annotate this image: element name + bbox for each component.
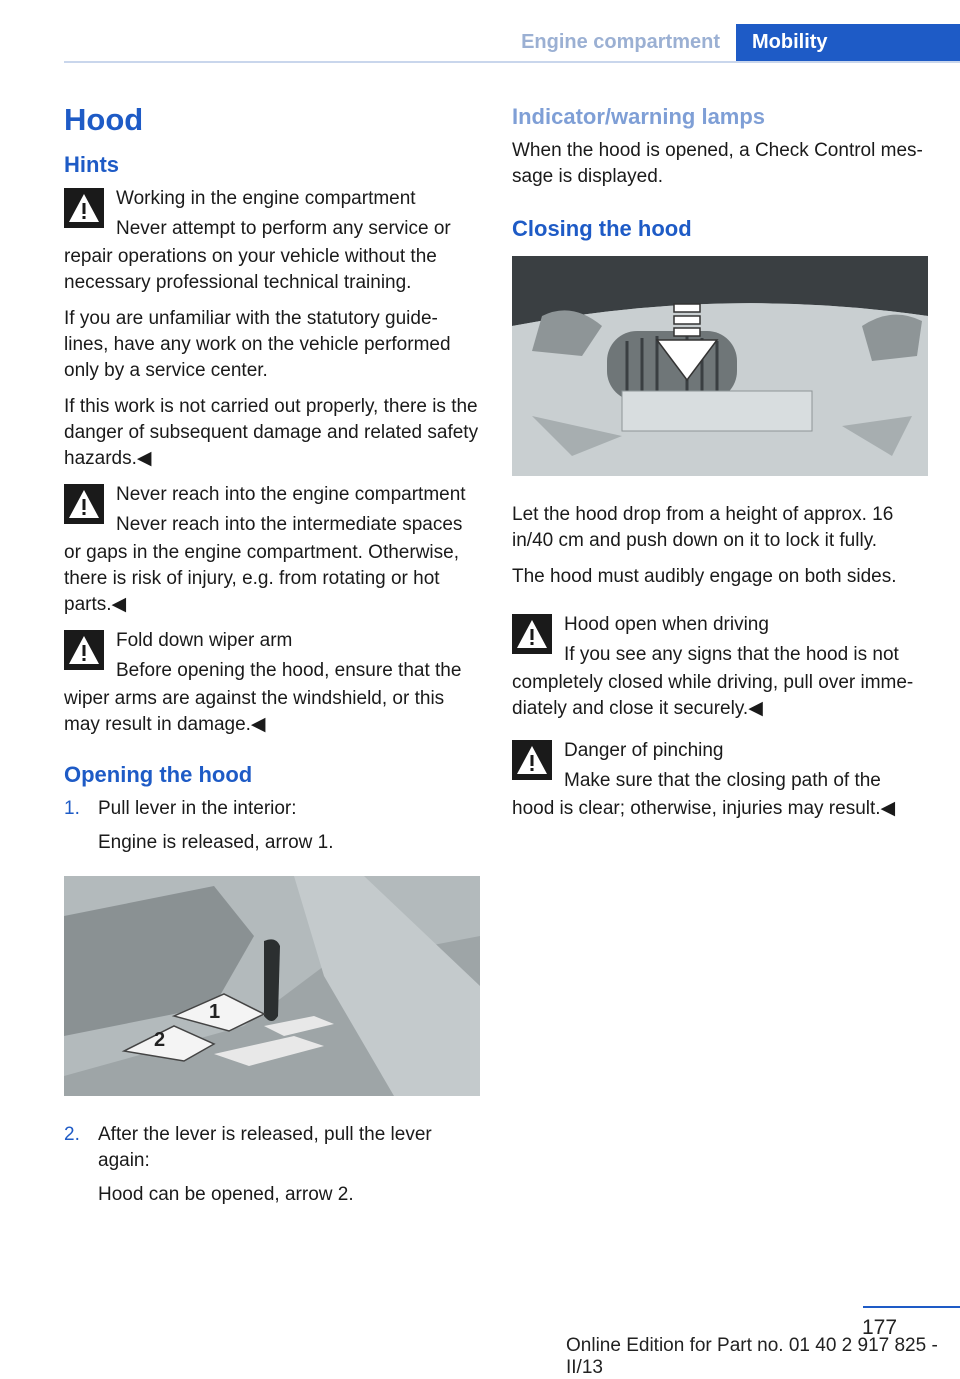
warning-first-line: Make sure that the closing path of the: [564, 770, 881, 791]
warning-text: or gaps in the engine compartment. Otherwise, there is risk of injury, e.g. from rotating or hot parts.◀: [64, 542, 459, 615]
hood-release-lever-image: [64, 876, 480, 1096]
warning-pinching: [512, 738, 928, 822]
warning-working-engine: [64, 186, 480, 472]
warning-title: Hood open when driving: [564, 614, 769, 635]
step-subtext: Engine is released, arrow 1.: [98, 832, 334, 853]
warning-triangle-icon: [512, 614, 552, 654]
header-chapter-tab: Mobility: [736, 24, 960, 61]
warning-first-line: Before opening the hood, ensure that the: [116, 660, 462, 681]
closing-hood-image: [512, 256, 928, 476]
warning-first-line: If you see any signs that the hood is not: [564, 644, 899, 665]
page-title: Hood: [64, 102, 144, 137]
closing-text: The hood must audibly engage on both sides.: [512, 566, 897, 587]
step-1: [64, 796, 480, 856]
right-column: [512, 96, 928, 832]
warning-text: If this work is not carried out properly, there is the danger of subsequent damage and related safety hazards.◀: [64, 396, 479, 469]
warning-title: Danger of pinching: [564, 740, 724, 761]
closing-hood-heading: Closing the hood: [512, 216, 692, 241]
step-2: [64, 1122, 480, 1208]
step-number: 1.: [64, 798, 80, 819]
warning-title: Working in the engine compartment: [116, 188, 416, 209]
footer-rule: [863, 1306, 960, 1308]
indicator-heading: Indicator/warning lamps: [512, 104, 766, 129]
warning-hood-open-driving: [512, 612, 928, 722]
header-section-tab: Engine compartment: [521, 31, 720, 53]
opening-hood-heading: Opening the hood: [64, 762, 253, 787]
header-rule: [64, 61, 960, 63]
page-number: 177: [862, 1316, 898, 1339]
hints-heading: Hints: [64, 152, 119, 177]
edition-note: Online Edition for Part no. 01 40 2 917 825 - II/13: [566, 1335, 938, 1378]
step-text: After the lever is released, pull the lever again:: [98, 1124, 432, 1171]
left-column: [64, 96, 480, 1216]
warning-wiper-arm: [64, 628, 480, 738]
svg-text:1: 1: [209, 1001, 221, 1023]
warning-triangle-icon: [64, 484, 104, 524]
warning-title: Never reach into the engine compartment: [116, 484, 466, 505]
closing-text: Let the hood drop from a height of approx. 16 in/40 cm and push down on it to lock it fully.: [512, 504, 894, 551]
warning-text: completely closed while driving, pull over imme-diately and close it securely.◀: [512, 672, 914, 719]
step-subtext: Hood can be opened, arrow 2.: [98, 1184, 354, 1205]
warning-first-line: Never attempt to perform any service or: [116, 218, 451, 239]
warning-text: If you are unfamiliar with the statutory guide-lines, have any work on the vehicle performed only by a service center.: [64, 308, 451, 381]
warning-triangle-icon: [64, 630, 104, 670]
warning-first-line: Never reach into the intermediate spaces: [116, 514, 463, 535]
warning-never-reach: [64, 482, 480, 618]
indicator-text: When the hood is opened, a Check Control mes-sage is displayed.: [512, 140, 923, 187]
warning-text: repair operations on your vehicle without the necessary professional technical training.: [64, 246, 437, 293]
step-text: Pull lever in the interior:: [98, 798, 297, 819]
step-number: 2.: [64, 1124, 80, 1145]
warning-text: hood is clear; otherwise, injuries may result.◀: [512, 798, 896, 819]
warning-text: wiper arms are against the windshield, or this may result in damage.◀: [64, 688, 445, 735]
warning-triangle-icon: [512, 740, 552, 780]
warning-title: Fold down wiper arm: [116, 630, 293, 651]
warning-triangle-icon: [64, 188, 104, 228]
svg-text:2: 2: [154, 1029, 166, 1051]
